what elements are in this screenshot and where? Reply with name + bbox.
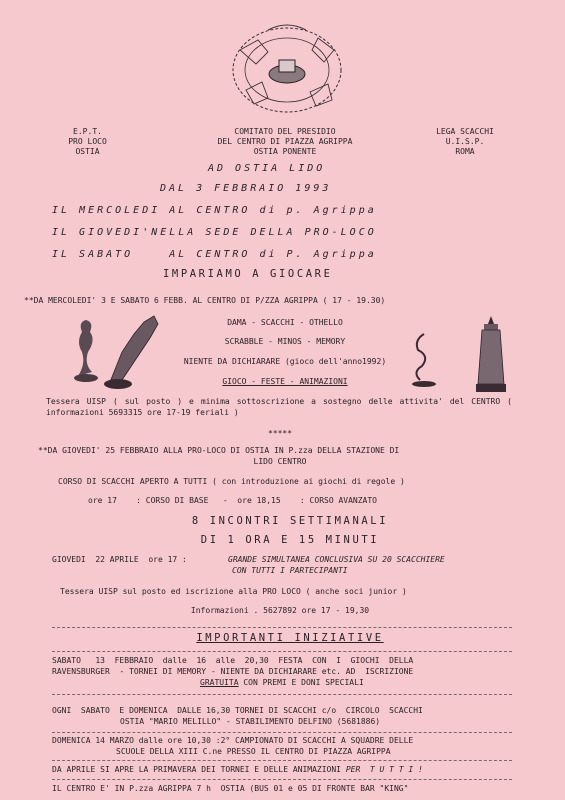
header-left	[40, 127, 135, 157]
divider	[52, 760, 512, 761]
initiative-2-line-2: OSTIA "MARIO MELILLO" - STABILIMENTO DELFINO (5681886)	[120, 717, 381, 726]
initiative-3-line-1: DOMENICA 14 MARZO dalle ore 10,30 :2° CAMPIONATO DI SCACCHI A SQUADRE DELLE	[52, 736, 414, 745]
games-line-3: NIENTE DA DICHIARARE (gioco dell'anno1992)	[183, 357, 387, 366]
logo	[228, 20, 346, 116]
header-right-line: ROMA	[455, 147, 475, 156]
initiative-4-text: DA APRILE SI APRE LA PRIMAVERA DEI TORNEI E DELLE ANIMAZIONI	[52, 765, 341, 774]
games-line-4-text: GIOCO - FESTE - ANIMAZIONI	[222, 377, 348, 386]
gratuita-text: GRATUITA	[200, 678, 239, 687]
incontri-line-1: 8 INCONTRI SETTIMANALI	[191, 515, 389, 527]
divider	[52, 651, 512, 652]
section2-intro-1: **DA GIOVEDI' 25 FEBBRAIO ALLA PRO-LOCO DI OSTIA IN P.zza DELLA STAZIONE DI	[38, 446, 400, 455]
header-right	[415, 127, 515, 157]
header-left-line: PRO LOCO	[68, 137, 107, 146]
footer-address: IL CENTRO E' IN P.zza AGRIPPA 7 h OSTIA (BUS 01 e 05 DI FRONTE BAR "KING"	[52, 784, 409, 793]
initiative-4-line-1	[52, 765, 423, 774]
per-tutti-text: PER T U T T I !	[345, 765, 423, 774]
initiative-1-line-2: RAVENSBURGER - TORNEI DI MEMORY - NIENTE DA DICHIARARE etc. AD ISCRIZIONE	[52, 667, 414, 676]
divider	[52, 627, 512, 628]
section2-orari: ore 17 : CORSO DI BASE - ore 18,15 : CORSO AVANZATO	[88, 496, 377, 505]
section2-tessera: Tessera UISP sul posto ed iscrizione alla PRO LOCO ( anche soci junior )	[60, 587, 407, 596]
initiative-3-line-2: SCUOLE DELLA XIII C.ne PRESSO IL CENTRO DI PIAZZA AGRIPPA	[116, 747, 391, 756]
header-center-line: COMITATO DEL PRESIDIO	[234, 127, 336, 136]
section1-tessera: Tessera UISP ( sul posto ) e minima sottoscrizione a sostegno delle attivita' del CENTRO ( informazioni 5693315 ore 17-19 feriali )	[46, 397, 512, 417]
section2-info: Informazioni . 5627892 ore 17 - 19,30	[190, 606, 370, 615]
header-center-line: OSTIA PONENTE	[253, 147, 317, 156]
title-line: IL GIOVEDI'NELLA SEDE DELLA PRO-LOCO	[52, 227, 377, 238]
initiative-1-line-3	[200, 678, 364, 687]
separator-stars: *****	[267, 429, 293, 438]
header-left-line: OSTIA	[75, 147, 100, 156]
king-piece-illustration	[470, 314, 512, 398]
importanti-heading	[130, 632, 450, 644]
header-right-line: LEGA SCACCHI	[436, 127, 494, 136]
games-line-2: SCRABBLE - MINOS - MEMORY	[224, 337, 346, 346]
giovedi-label: GIOVEDI 22 APRILE ore 17 :	[52, 555, 187, 564]
games-line-1: DAMA - SCACCHI - OTHELLO	[227, 318, 343, 327]
divider	[52, 732, 512, 733]
initiative-2-line-1: OGNI SABATO E DOMENICA DALLE 16,30 TORNEI DI SCACCHI c/o CIRCOLO SCACCHI	[52, 706, 423, 715]
importanti-heading-text: IMPORTANTI INIZIATIVE	[196, 632, 384, 644]
title-line: IL SABATO AL CENTRO di P. Agrippa	[52, 249, 377, 260]
divider	[52, 694, 512, 695]
initiative-1-line-1: SABATO 13 FEBBRAIO dalle 16 alle 20,30 FESTA CON I GIOCHI DELLA	[52, 656, 414, 665]
section1-intro: **DA MERCOLEDI' 3 E SABATO 6 FEBB. AL CENTRO DI P/ZZA AGRIPPA ( 17 - 19.30)	[24, 296, 386, 305]
header-left-line: E.P.T.	[73, 127, 102, 136]
incontri-line-2: DI 1 ORA E 15 MINUTI	[200, 534, 380, 546]
section2-intro-2: LIDO CENTRO	[253, 457, 307, 466]
title-line: IL MERCOLEDI AL CENTRO di p. Agrippa	[52, 205, 377, 216]
divider	[52, 779, 512, 780]
giovedi-text-2: CON TUTTI I PARTECIPANTI	[232, 566, 348, 575]
header-center-line: DEL CENTRO DI PIAZZA AGRIPPA	[217, 137, 353, 146]
title-line: AD OSTIA LIDO	[208, 163, 326, 174]
initiative-1-line-3-rest: CON PREMI E DONI SPECIALI	[238, 678, 364, 687]
header-center	[170, 127, 400, 157]
title-line: DAL 3 FEBBRAIO 1993	[160, 183, 332, 194]
giovedi-text-1: GRANDE SIMULTANEA CONCLUSIVA SU 20 SCACCHIERE	[228, 555, 445, 564]
header-right-line: U.I.S.P.	[445, 137, 485, 146]
section2-corso: CORSO DI SCACCHI APERTO A TUTTI ( con introduzione ai giochi di regole )	[58, 477, 405, 486]
impariamo-heading: IMPARIAMO A GIOCARE	[163, 268, 333, 280]
games-line-4	[150, 377, 420, 386]
